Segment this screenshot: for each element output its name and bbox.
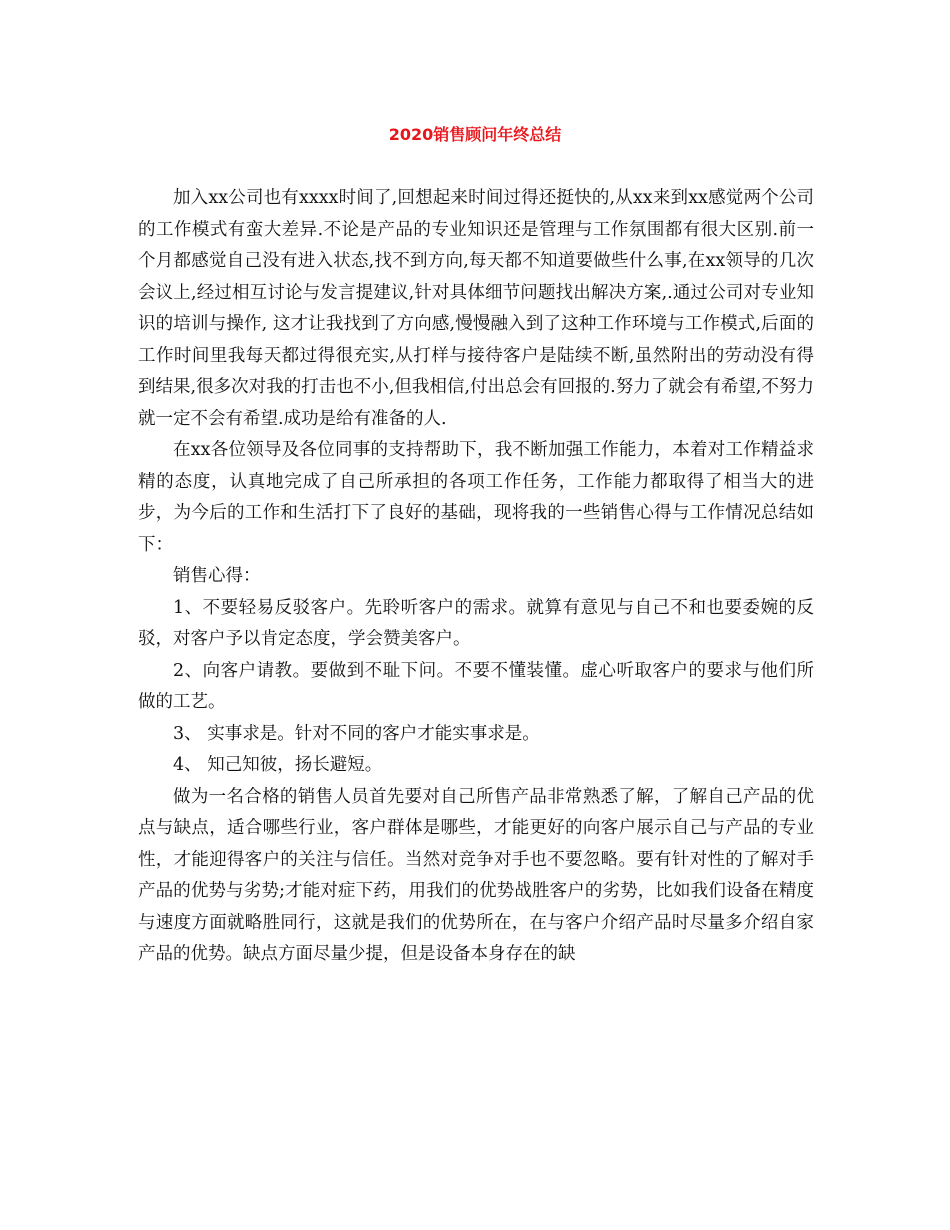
paragraph-product-knowledge: 做为一名合格的销售人员首先要对自己所售产品非常熟悉了解，了解自己产品的优点与缺点，适合哪些行业，客户群体是哪些，才能更好的向客户展示自己与产品的专业性，才能迎得客户的关注与信任。当然对竞争对手也不要忽略。要有针对性的了解对手产品的优势与劣势;才能对症下药，用我们的优势战胜客户的劣势，比如我们设备在精度与速度方面就略胜同行，这就是我们的优势所在，在与客户介绍产品时尽量多介绍自家产品的优势。缺点方面尽量少提，但是设备本身存在的缺 <box>138 786 814 964</box>
paragraph-tip-3: 3、 实事求是。针对不同的客户才能实事求是。 <box>173 723 540 744</box>
document-body <box>138 183 814 971</box>
paragraph-sales-heading: 销售心得： <box>173 566 261 586</box>
paragraph-intro: 加入xx公司也有xxxx时间了,回想起来时间过得还挺快的,从xx来到xx感觉两个公司的工作模式有蛮大差异.不论是产品的专业知识还是管理与工作氛围都有很大区别.前一个月都感觉自己没有进入状态,找不到方向,每天都不知道要做些什么事,在xx领导的几次会议上,经过相互讨论与发言提建议,针对具体细节问题找出解决方案,.通过公司对专业知识的培训与操作, 这才让我找到了方向感,慢慢融入到了这种工作环境与工作模式,后面的工作时间里我每天都过得很充实,从打样与接待客户是陆续不断,虽然附出的劳动没有得到结果,很多次对我的打击也不小,但我相信,付出总会有回报的.努力了就会有希望,不努力就一定不会有希望.成功是给有准备的人. <box>138 188 814 429</box>
paragraph-tip-1: 1、不要轻易反驳客户。先聆听客户的需求。就算有意见与自己不和也要委婉的反驳，对客户予以肯定态度，学会赞美客户。 <box>138 597 814 649</box>
document-title: 2020销售顾问年终总结 <box>388 125 562 144</box>
paragraph-support: 在xx各位领导及各位同事的支持帮助下，我不断加强工作能力，本着对工作精益求精的态度，认真地完成了自己所承担的各项工作任务，工作能力都取得了相当大的进步，为今后的工作和生活打下了良好的基础，现将我的一些销售心得与工作情况总结如下： <box>138 440 814 555</box>
paragraph-tip-4: 4、 知己知彼，扬长避短。 <box>173 755 383 775</box>
paragraph-tip-2: 2、向客户请教。要做到不耻下问。不要不懂装懂。虚心听取客户的要求与他们所做的工艺。 <box>138 660 814 712</box>
